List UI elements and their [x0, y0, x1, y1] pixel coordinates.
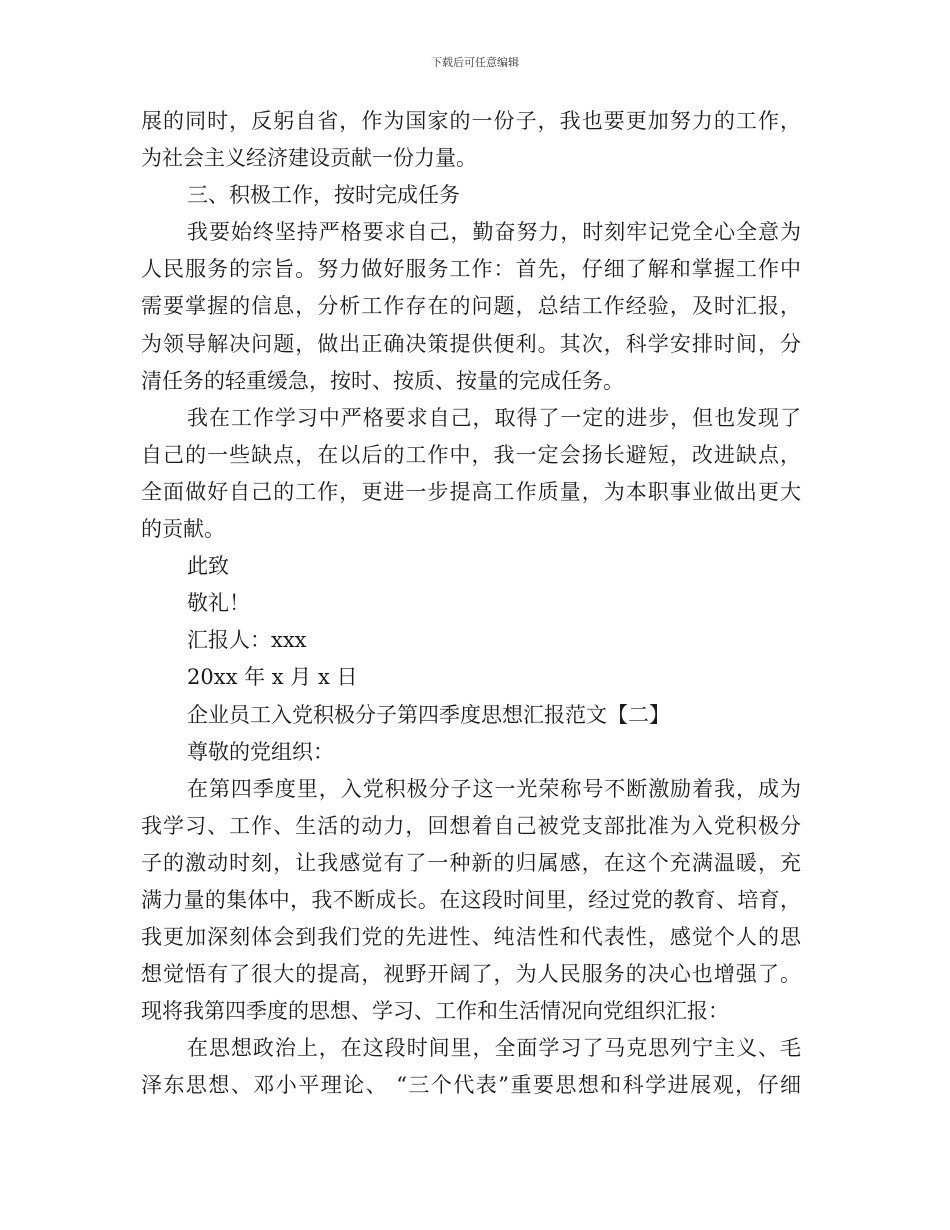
text-line: 在思想政治上，在这段时间里，全面学习了马克思列宁主义、毛: [187, 1036, 801, 1061]
text-line: 人民服务的宗旨。努力做好服务工作：首先，仔细了解和掌握工作中: [141, 257, 801, 282]
text-line: 满力量的集体中，我不断成长。在这段时间里，经过党的教育、培育，: [141, 887, 801, 912]
text-line: 自己的一些缺点，在以后的工作中，我一定会扬长避短，改进缺点，: [141, 442, 801, 467]
page-header: 下载后可任意编辑: [431, 56, 519, 69]
document-body: [141, 103, 801, 1105]
salutation-line: 敬礼！: [187, 591, 250, 616]
text-line: 我在工作学习中严格要求自己，取得了一定的进步，但也发现了: [187, 405, 801, 430]
text-line: 现将我第四季度的思想、学习、工作和生活情况向党组织汇报：: [141, 999, 729, 1024]
text-line: 全面做好自己的工作，更进一步提高工作质量，为本职事业做出更大: [141, 479, 801, 504]
text-line: 的贡献。: [141, 517, 225, 542]
article-title: 企业员工入党积极分子第四季度思想汇报范文【二】: [187, 702, 670, 727]
greeting-line: 尊敬的党组织：: [187, 739, 334, 764]
text-line: 为社会主义经济建设贡献一份力量。: [141, 146, 477, 171]
text-line: 我要始终坚持严格要求自己，勤奋努力，时刻牢记党全心全意为: [187, 220, 801, 245]
text-line: 清任务的轻重缓急，按时、按质、按量的完成任务。: [141, 368, 624, 393]
text-line: 泽东思想、邓小平理论、 “三个代表”重要思想和科学进展观，仔细: [141, 1073, 801, 1098]
text-line: 需要掌握的信息，分析工作存在的问题，总结工作经验，及时汇报，: [141, 294, 801, 319]
text-line: 展的同时，反躬自省，作为国家的一份子，我也要更加努力的工作，: [141, 109, 801, 133]
text-line: 想觉悟有了很大的提高，视野开阔了，为人民服务的决心也增强了。: [141, 962, 801, 987]
text-line: 我更加深刻体会到我们党的先进性、纯洁性和代表性，感觉个人的思: [141, 925, 801, 950]
text-line: 为领导解决问题，做出正确决策提供便利。其次，科学安排时间，分: [141, 331, 801, 356]
section-heading: 三、积极工作，按时完成任务: [187, 183, 460, 208]
text-line: 我学习、工作、生活的动力，回想着自己被党支部批准为入党积极分: [141, 813, 801, 838]
text-line: 子的激动时刻，让我感觉有了一种新的归属感，在这个充满温暖，充: [141, 850, 801, 875]
closing-line: 此致: [187, 554, 229, 579]
text-line: 在第四季度里，入党积极分子这一光荣称号不断激励着我，成为: [187, 776, 801, 801]
reporter-line: 汇报人：xxx: [187, 628, 307, 653]
date-line: 20xx 年 x 月 x 日: [187, 665, 358, 690]
